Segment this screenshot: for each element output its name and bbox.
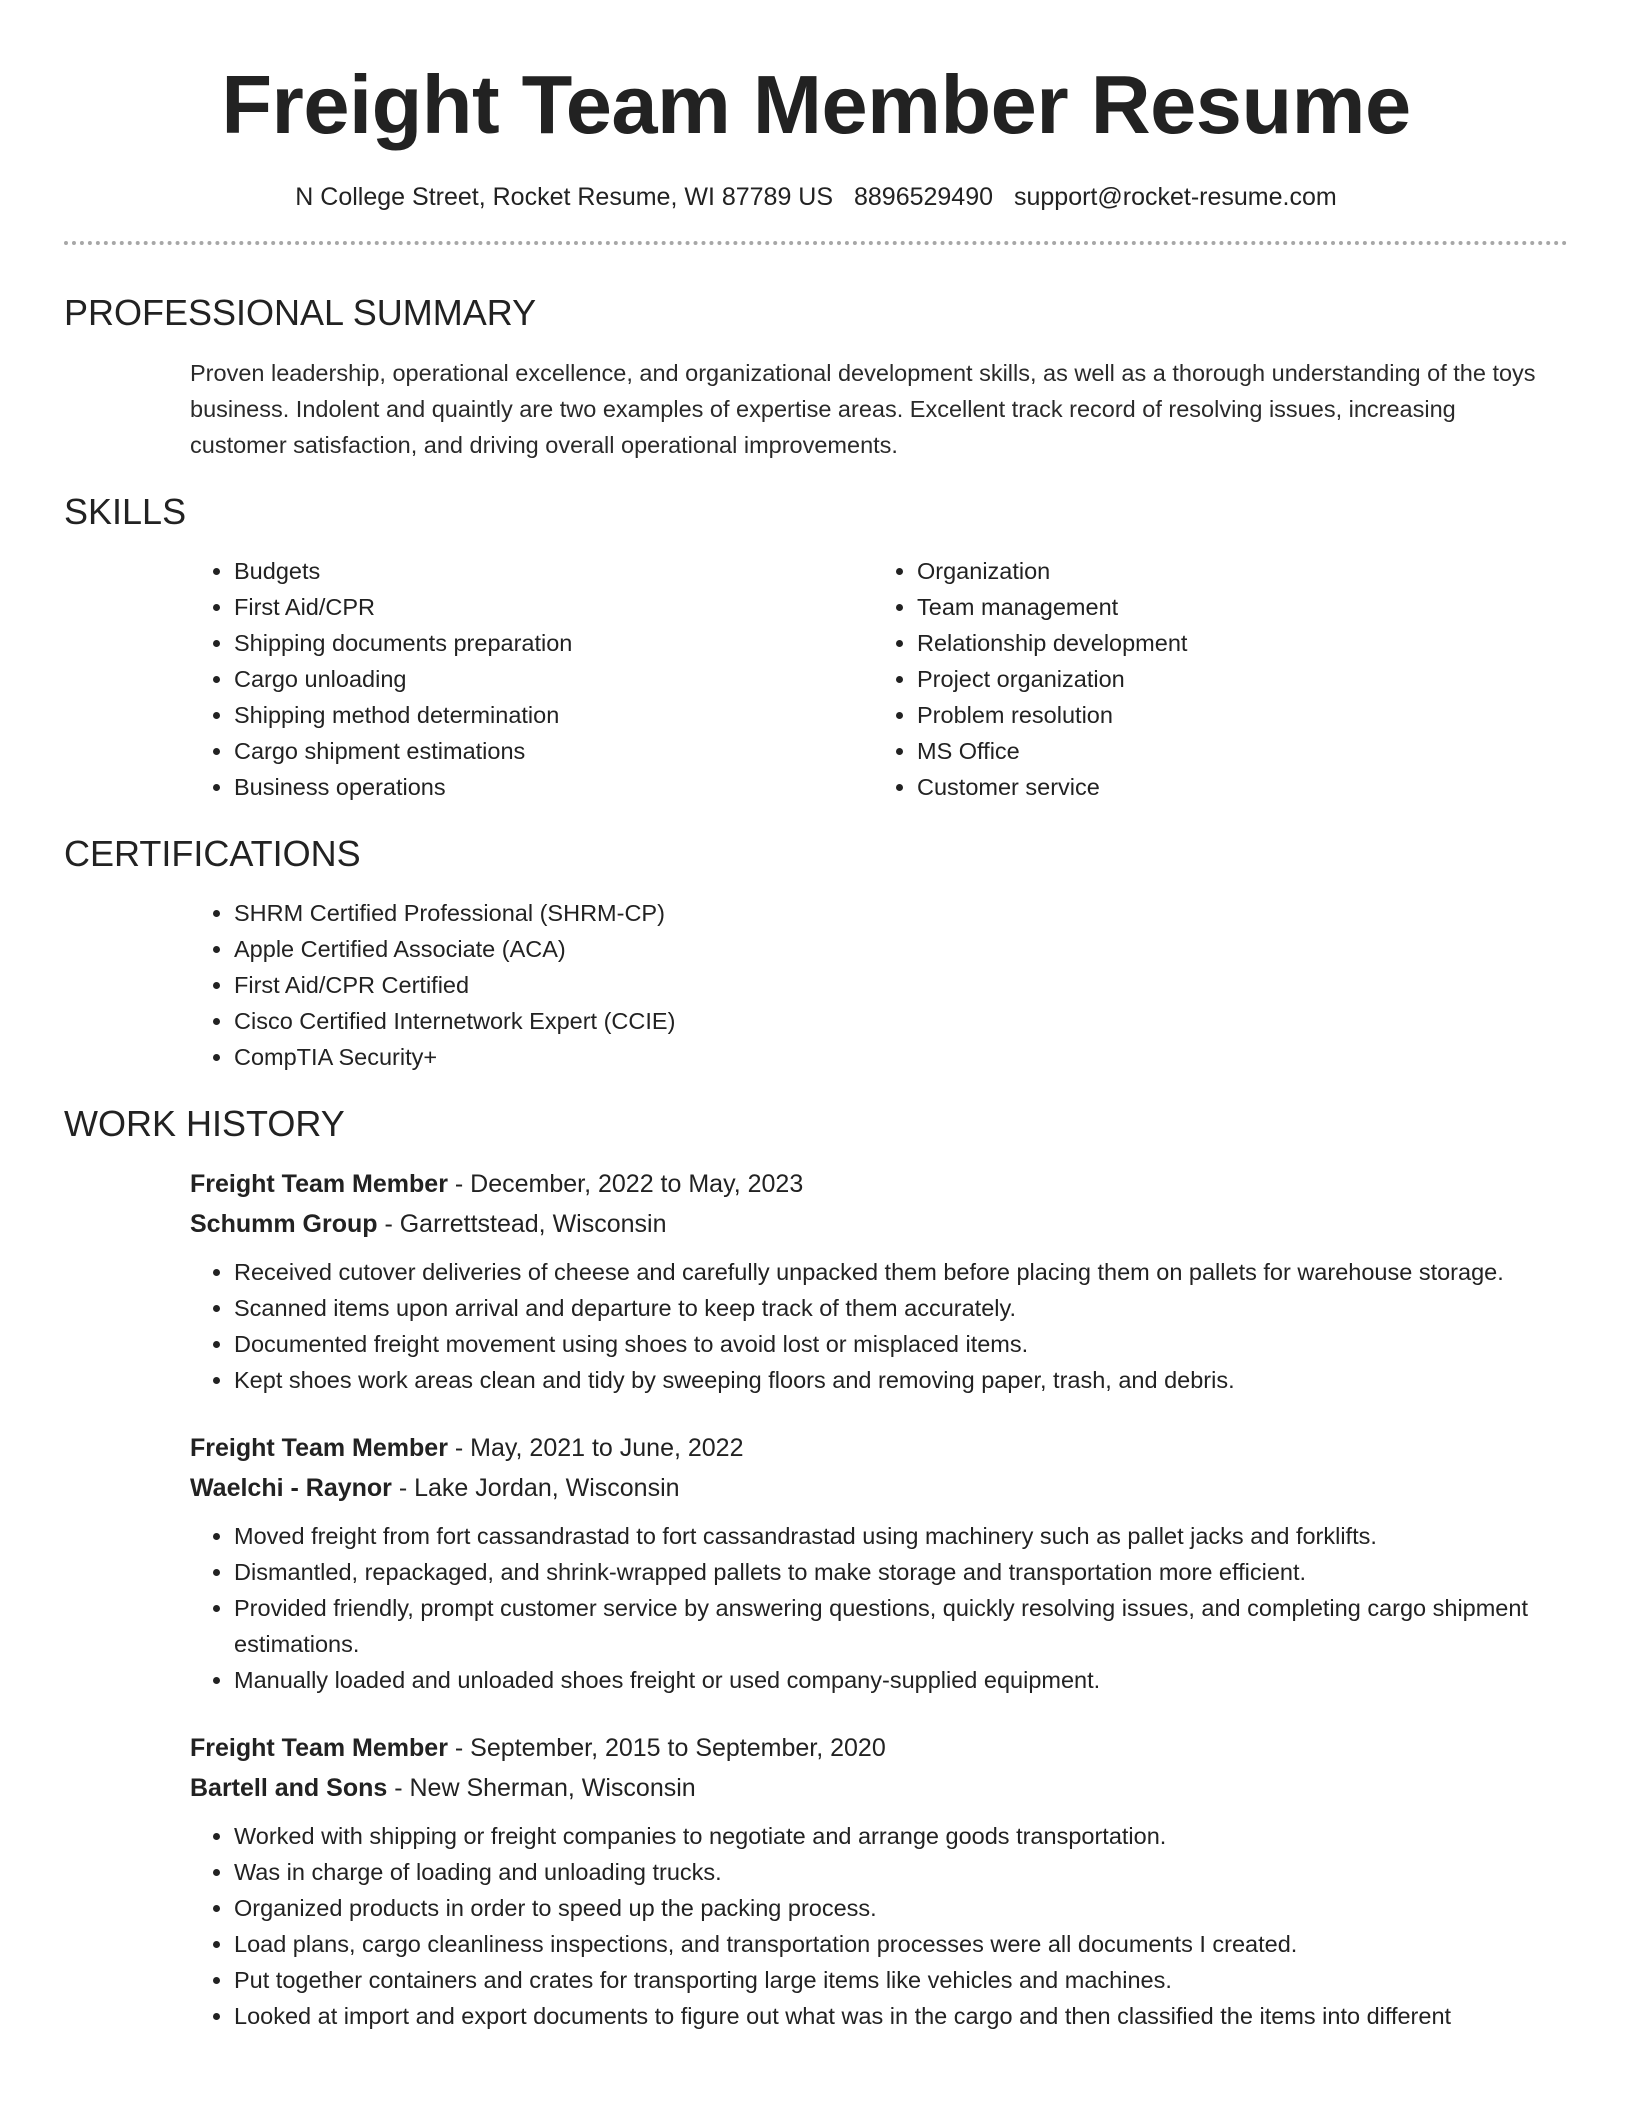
skill-item: • Problem resolution <box>917 697 1556 733</box>
certification-item: • CompTIA Security+ <box>234 1039 1556 1075</box>
certification-item: • Apple Certified Associate (ACA) <box>234 931 1556 967</box>
job-duty: • Provided friendly, prompt customer service by answering questions, quickly resolving issues, and completing cargo shipment estimations. <box>234 1590 1556 1662</box>
summary-text: Proven leadership, operational excellence, and organizational development skills, as well as a thorough understanding of the toys business. Indolent and quaintly are two examples of expertise areas. Excellent track record of resolving issues, increasing customer satisfaction, and driving overall operational improvements. <box>190 360 1536 458</box>
resume-page <box>64 0 1568 2034</box>
job-duties-list <box>190 1254 1556 1398</box>
company-name: Schumm Group <box>190 1210 378 1238</box>
job-duty: • Load plans, cargo cleanliness inspections, and transportation processes were all documents I created. <box>234 1926 1556 1962</box>
company-line <box>190 1768 1556 1808</box>
contact-address: N College Street, Rocket Resume, WI 87789 US <box>295 183 834 211</box>
skill-item: • Shipping method determination <box>234 697 873 733</box>
work-history-heading: WORK HISTORY <box>64 1103 345 1144</box>
job-dates: - September, 2015 to September, 2020 <box>447 1734 886 1762</box>
job-title-line <box>190 1728 1556 1768</box>
company-line <box>190 1468 1556 1508</box>
job-duty: • Received cutover deliveries of cheese and carefully unpacked them before placing them on pallets for warehouse storage. <box>234 1254 1556 1290</box>
skills-heading: SKILLS <box>64 491 187 532</box>
job-duties-list <box>190 1518 1556 1698</box>
skill-item: • Business operations <box>234 769 873 805</box>
job-duties-list <box>190 1818 1556 2034</box>
job-entry <box>190 1428 1556 1698</box>
work-history-section <box>64 1102 1568 2034</box>
company-location: - New Sherman, Wisconsin <box>387 1774 696 1802</box>
certification-item: • Cisco Certified Internetwork Expert (CCIE) <box>234 1003 1556 1039</box>
job-title: Freight Team Member <box>190 1434 448 1462</box>
job-duty: • Organized products in order to speed up the packing process. <box>234 1890 1556 1926</box>
certifications-section <box>64 832 1568 1075</box>
skill-item: • Relationship development <box>917 625 1556 661</box>
job-duty: • Documented freight movement using shoes to avoid lost or misplaced items. <box>234 1326 1556 1362</box>
job-entry <box>190 1164 1556 1398</box>
company-name: Bartell and Sons <box>190 1774 388 1802</box>
skill-item: • Customer service <box>917 769 1556 805</box>
contact-email: support@rocket-resume.com <box>1013 183 1337 211</box>
skills-grid <box>190 553 1556 805</box>
skill-item: • Cargo unloading <box>234 661 873 697</box>
job-duty: • Looked at import and export documents to figure out what was in the cargo and then classified the items into different <box>234 1998 1556 2034</box>
job-duty: • Moved freight from fort cassandrastad to fort cassandrastad using machinery such as pallet jacks and forklifts. <box>234 1518 1556 1554</box>
skills-section <box>64 490 1568 805</box>
skill-item: • MS Office <box>917 733 1556 769</box>
certification-item: • SHRM Certified Professional (SHRM-CP) <box>234 895 1556 931</box>
skill-item: • Organization <box>917 553 1556 589</box>
job-title: Freight Team Member <box>190 1734 448 1762</box>
job-dates: - May, 2021 to June, 2022 <box>447 1434 744 1462</box>
skills-list-left <box>190 553 873 805</box>
summary-section <box>64 291 1568 463</box>
skill-item: • Project organization <box>917 661 1556 697</box>
company-location: - Lake Jordan, Wisconsin <box>391 1474 680 1502</box>
job-duty: • Put together containers and crates for transporting large items like vehicles and machines. <box>234 1962 1556 1998</box>
company-location: - Garrettstead, Wisconsin <box>377 1210 667 1238</box>
job-entry <box>190 1728 1556 2034</box>
job-duty: • Kept shoes work areas clean and tidy by sweeping floors and removing paper, trash, and debris. <box>234 1362 1556 1398</box>
skills-list-right <box>873 553 1556 805</box>
certifications-list <box>190 895 1556 1075</box>
contact-line <box>64 180 1568 214</box>
certification-item: • First Aid/CPR Certified <box>234 967 1556 1003</box>
job-duty: • Dismantled, repackaged, and shrink-wrapped pallets to make storage and transportation more efficient. <box>234 1554 1556 1590</box>
resume-title: Freight Team Member Resume <box>221 58 1411 151</box>
skill-item: • First Aid/CPR <box>234 589 873 625</box>
certifications-heading: CERTIFICATIONS <box>64 833 361 874</box>
skill-item: • Shipping documents preparation <box>234 625 873 661</box>
contact-phone: 8896529490 <box>853 183 994 211</box>
skill-item: • Team management <box>917 589 1556 625</box>
summary-heading: PROFESSIONAL SUMMARY <box>64 292 537 333</box>
company-line <box>190 1204 1556 1244</box>
job-dates: - December, 2022 to May, 2023 <box>447 1170 804 1198</box>
skill-item: • Cargo shipment estimations <box>234 733 873 769</box>
job-title: Freight Team Member <box>190 1170 448 1198</box>
header-divider <box>64 241 1568 245</box>
skill-item: • Budgets <box>234 553 873 589</box>
job-duty: • Was in charge of loading and unloading trucks. <box>234 1854 1556 1890</box>
job-duty: • Manually loaded and unloaded shoes freight or used company-supplied equipment. <box>234 1662 1556 1698</box>
job-title-line <box>190 1164 1556 1204</box>
company-name: Waelchi - Raynor <box>190 1474 392 1502</box>
job-duty: • Scanned items upon arrival and departure to keep track of them accurately. <box>234 1290 1556 1326</box>
job-duty: • Worked with shipping or freight companies to negotiate and arrange goods transportation. <box>234 1818 1556 1854</box>
job-title-line <box>190 1428 1556 1468</box>
